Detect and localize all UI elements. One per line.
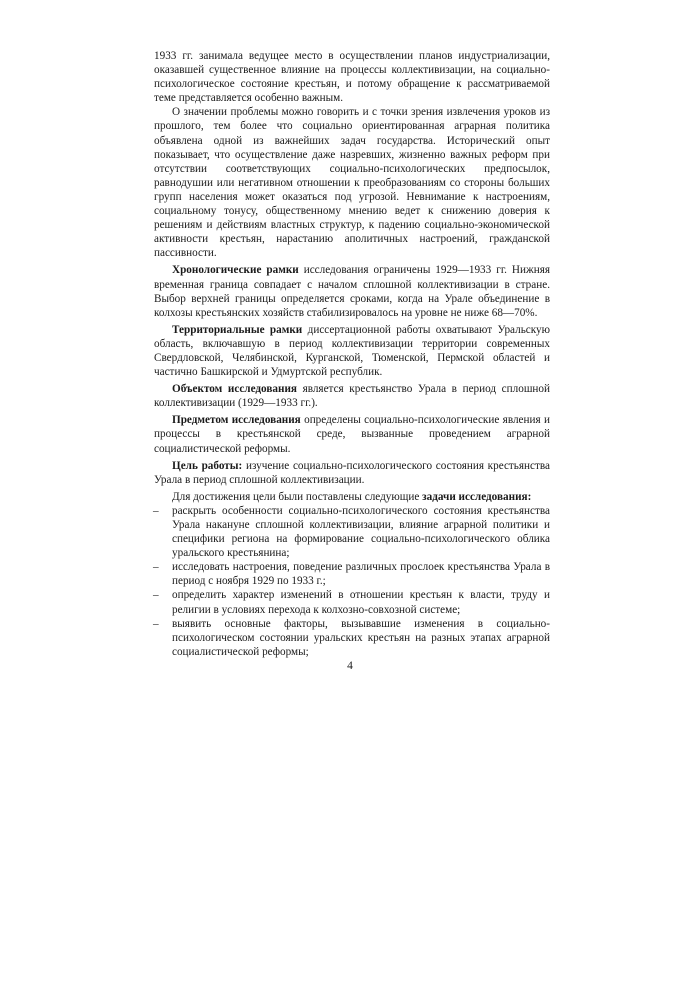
list-item-text: раскрыть особенности социально-психологического состояния крестьянства Урала накануне сплошной коллективизации, влияние аграрной политики и специфики региона на формирование социально-психологического облика уральского крестьянина; bbox=[172, 504, 550, 560]
document-page bbox=[154, 49, 550, 659]
text-tasks-lead: Для достижения цели были поставлены следующие bbox=[172, 490, 423, 503]
bullet-dash: – bbox=[153, 617, 159, 630]
research-tasks-list bbox=[154, 504, 550, 659]
term-research-goal: Цель работы: bbox=[172, 459, 243, 472]
paragraph-research-subject bbox=[154, 413, 550, 455]
list-item bbox=[154, 588, 550, 616]
list-item-text: исследовать настроения, поведение различных прослоек крестьянства Урала в период с ноября 1929 по 1933 г.; bbox=[172, 561, 550, 588]
text-research-goal: изучение социально-психологического состояния крестьянства Урала в период сплошной коллективизации. bbox=[154, 459, 551, 486]
list-item-text: выявить основные факторы, вызывавшие изменения в социально-психологическом состоянии уральских крестьян на разных этапах аграрной социалистической реформы; bbox=[172, 617, 550, 658]
paragraph-research-tasks-lead bbox=[154, 490, 550, 504]
text-research-object: является крестьянство Урала в период сплошной коллективизации (1929—1933 гг.). bbox=[154, 383, 550, 410]
bullet-dash: – bbox=[153, 504, 159, 517]
paragraph-territorial-scope bbox=[154, 323, 550, 379]
term-research-tasks: задачи исследования: bbox=[422, 490, 532, 503]
term-research-object: Объектом исследования bbox=[172, 383, 297, 396]
term-chronological-scope: Хронологические рамки bbox=[172, 264, 299, 277]
paragraph-intro-continuation: 1933 гг. занимала ведущее место в осуществлении планов индустриализации, оказавшей существенное влияние на процессы коллективизации, на социально-психологическое состояние крестьян, и потому обращение к рассматриваемой теме представляется особенно важным. bbox=[154, 50, 550, 105]
bullet-dash: – bbox=[153, 589, 159, 602]
paragraph-significance: О значении проблемы можно говорить и с точки зрения извлечения уроков из прошлого, тем более что социально ориентированная аграрная политика объявлена одной из важнейших задач государства. Исторический опыт показывает, что осуществление даже назревших, жизненно важных реформ при отсутствии соответствующих социально-психологических предпосылок, равнодушии или негативном отношении к преобразованиям со стороны больших групп населения может оказаться под угрозой. Невнимание к настроениям, социальному тонусу, общественному мнению ведет к снижению доверия к решениям и действиям властных структур, к падению социально-экономической активности крестьян, нарастанию аполитичных настроений, гражданской пассивности. bbox=[154, 106, 550, 260]
list-item bbox=[154, 504, 550, 560]
paragraph-chronological-scope bbox=[154, 263, 550, 319]
paragraph-research-goal bbox=[154, 459, 550, 487]
term-territorial-scope: Территориальные рамки bbox=[172, 323, 303, 336]
list-item-text: определить характер изменений в отношении крестьян к власти, труду и религии в условиях перехода к колхозно-совхозной системе; bbox=[172, 589, 550, 616]
list-item bbox=[154, 617, 550, 659]
text-chronological-scope: исследования ограничены 1929—1933 гг. Нижняя временная граница совпадает с началом сплошной коллективизации в стране. Выбор верхней границы определяется сроками, когда на Урале объединение в колхозы крестьянских хозяйств стабилизировалось на уровне не ниже 68—70%. bbox=[154, 264, 550, 319]
paragraph-research-object bbox=[154, 382, 550, 410]
term-research-subject: Предметом исследования bbox=[172, 414, 301, 427]
page-number: 4 bbox=[347, 660, 353, 672]
text-territorial-scope: диссертационной работы охватывают Уральскую область, включавшую в период коллективизации территории современных Свердловской, Челябинской, Курганской, Тюменской, Пермской областей и частично Башкирской и Удмуртской республик. bbox=[154, 323, 550, 379]
text-research-subject: определены социально-психологические явления и процессы в крестьянской среде, вызванные проведением аграрной социалистической реформы. bbox=[154, 414, 550, 455]
list-item bbox=[154, 560, 550, 588]
bullet-dash: – bbox=[153, 561, 159, 574]
